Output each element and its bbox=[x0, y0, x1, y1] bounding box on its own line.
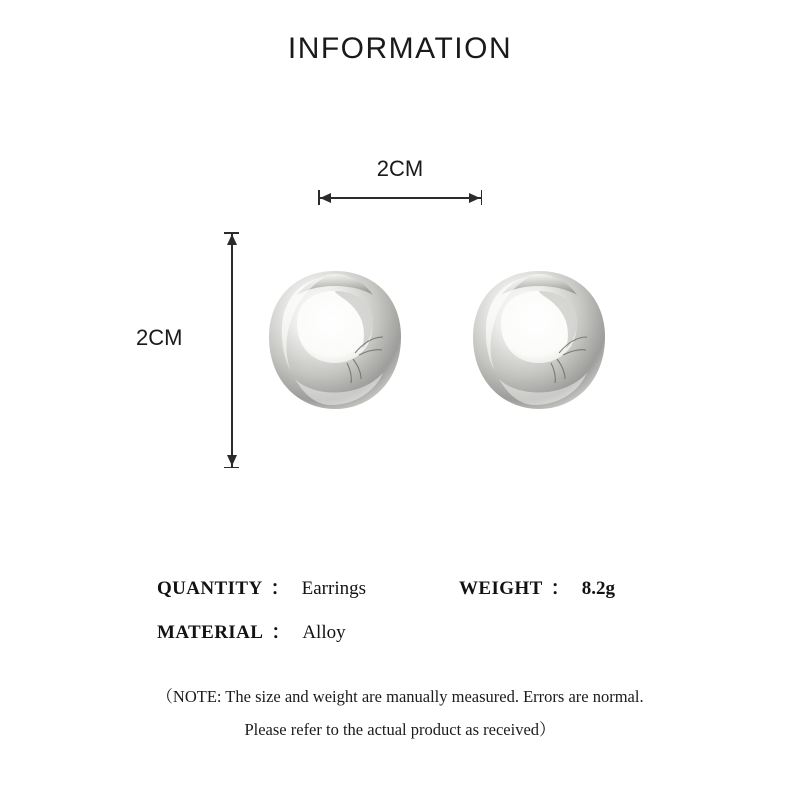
width-cap-right bbox=[481, 190, 483, 205]
spec-row bbox=[0, 617, 800, 661]
spec-quantity-separator: ： bbox=[270, 578, 290, 599]
spec-material bbox=[157, 617, 346, 644]
spec-material-key: MATERIAL bbox=[157, 622, 264, 643]
width-dimension-line bbox=[318, 190, 482, 206]
spec-weight-key: WEIGHT bbox=[459, 578, 543, 599]
disclaimer-line-1: （NOTE: The size and weight are manually measured. Errors are normal. bbox=[156, 687, 644, 706]
height-cap-bottom bbox=[224, 467, 239, 469]
spec-weight-separator: ： bbox=[550, 578, 570, 599]
spec-quantity bbox=[157, 573, 366, 600]
width-dimension-label: 2CM bbox=[376, 156, 424, 181]
spec-material-value: Alloy bbox=[302, 622, 346, 643]
spec-list bbox=[0, 573, 800, 661]
product-image bbox=[255, 255, 655, 455]
earring-right-icon bbox=[459, 255, 619, 423]
arrow-down-icon bbox=[227, 455, 237, 466]
height-dimension-line bbox=[224, 232, 240, 468]
earring-left-icon bbox=[255, 255, 415, 423]
height-rule bbox=[231, 232, 233, 468]
spec-weight-value: 8.2g bbox=[581, 578, 615, 599]
height-dimension-label: 2CM bbox=[136, 325, 183, 350]
spec-material-separator: ： bbox=[271, 622, 291, 643]
spec-quantity-value: Earrings bbox=[301, 578, 366, 599]
spec-row bbox=[0, 573, 800, 617]
disclaimer-note bbox=[0, 680, 800, 746]
spec-quantity-key: QUANTITY bbox=[157, 578, 263, 599]
arrow-up-icon bbox=[227, 234, 237, 245]
width-rule bbox=[318, 197, 482, 199]
disclaimer-line-2: Please refer to the actual product as received） bbox=[244, 720, 556, 739]
spec-weight bbox=[459, 573, 615, 600]
arrow-left-icon bbox=[320, 193, 331, 203]
page-title: INFORMATION bbox=[287, 32, 513, 65]
arrow-right-icon bbox=[469, 193, 480, 203]
